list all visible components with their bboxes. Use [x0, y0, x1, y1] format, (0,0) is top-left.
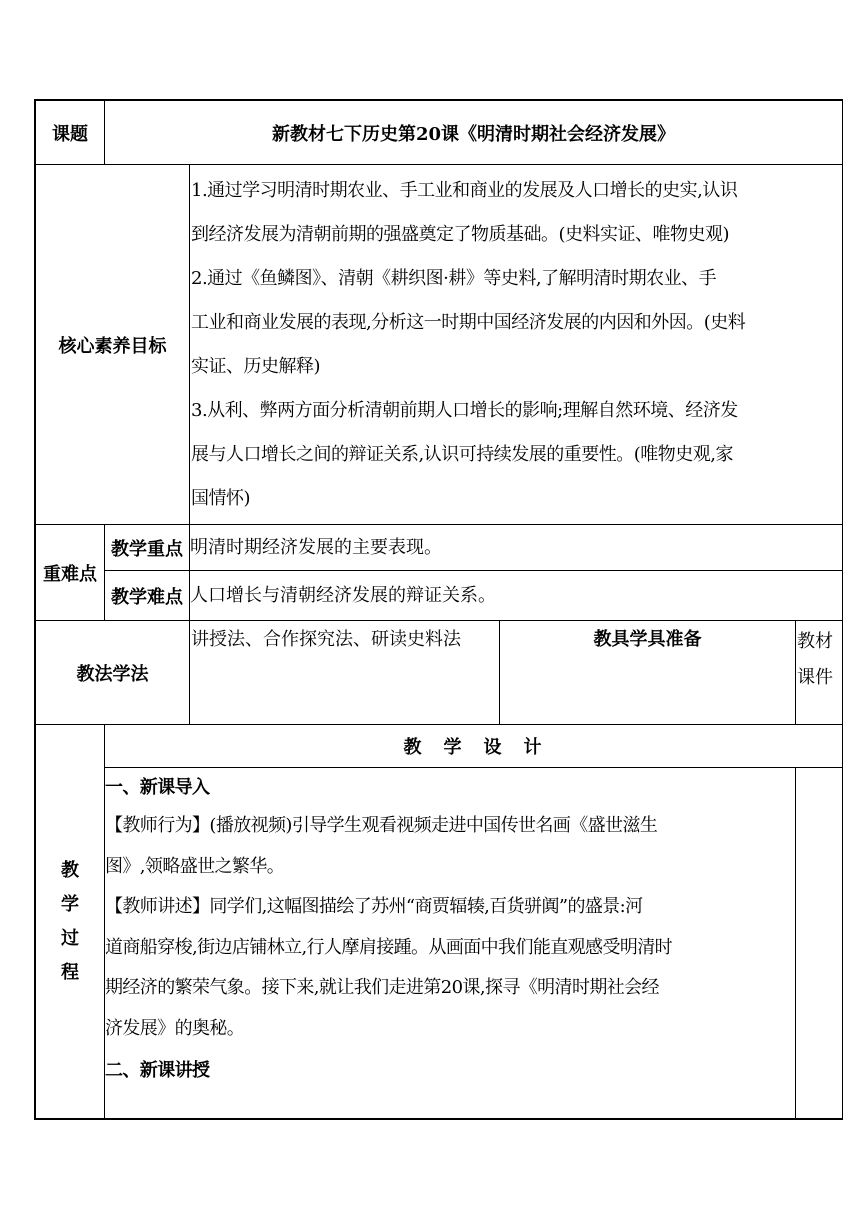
lesson-title: 新教材七下历史第20课《明清时期社会经济发展》: [271, 123, 676, 145]
title-label-cell: [36, 101, 104, 164]
design-heading-cell: [105, 725, 842, 767]
goal-line: 实证、历史解释): [191, 356, 321, 377]
title-value-cell: [105, 101, 842, 164]
tools-label: 教具学具准备: [593, 629, 702, 650]
focus-value: 明清时期经济发展的主要表现。: [190, 537, 442, 558]
methods-label-cell: [36, 621, 189, 724]
methods-label: 教法学法: [76, 663, 149, 685]
goal-line: 国情怀): [191, 488, 251, 509]
goal-line: 工业和商业发展的表现,分析这一时期中国经济发展的内因和外因。(史料: [191, 312, 746, 333]
process-label: [61, 854, 79, 990]
difficulty-label-cell: [105, 571, 189, 620]
process-label-char: 过: [61, 927, 79, 949]
process-line: 【教师讲述】同学们,这幅图描绘了苏州“商贾辐辏,百货骈阗”的盛景:河: [105, 896, 643, 917]
key-points-label-cell: [36, 525, 104, 620]
difficulty-value-cell: [190, 571, 842, 620]
process-label-char: 程: [61, 961, 79, 983]
tools-label-cell: [500, 624, 795, 664]
goal-line: 3.从利、弊两方面分析清朝前期人口增长的影响;理解自然环境、经济发: [191, 400, 738, 421]
divider-after-design-heading: [104, 767, 843, 768]
tools-value-line: 教材: [797, 631, 833, 652]
goal-line: 展与人口增长之间的辩证关系,认识可持续发展的重要性。(唯物史观,家: [191, 444, 733, 465]
core-goals-label: 核心素养目标: [58, 335, 167, 357]
process-line: 【教师行为】(播放视频)引导学生观看视频走进中国传世名画《盛世滋生: [105, 815, 658, 836]
focus-label-cell: [105, 525, 189, 570]
core-goals-label-cell: [36, 165, 189, 524]
methods-value-cell: [191, 624, 499, 722]
design-heading: 教 学 设 计: [403, 737, 544, 758]
col-divider-methods-1: [189, 620, 190, 724]
tools-value-cell: [797, 624, 842, 722]
section-heading-teaching: 二、新课讲授: [105, 1060, 210, 1081]
col-divider-process-right: [795, 767, 796, 1118]
process-label-char: 教: [61, 859, 79, 881]
difficulty-label: 教学难点: [111, 586, 183, 608]
focus-label: 教学重点: [111, 538, 183, 560]
process-line: 道商船穿梭,街边店铺林立,行人摩肩接踵。从画面中我们能直观感受明清时: [105, 936, 673, 958]
focus-value-cell: [190, 525, 842, 570]
table-border-right: [842, 99, 843, 1120]
process-line: 济发展》的奥秘。: [105, 1017, 245, 1039]
process-content: [105, 770, 795, 1116]
process-line: 期经济的繁荣气象。接下来,就让我们走进第20课,探寻《明清时期社会经: [105, 977, 659, 998]
table-border-bottom: [34, 1118, 843, 1120]
key-points-label: 重难点: [43, 563, 97, 585]
goal-line: 1.通过学习明清时期农业、手工业和商业的发展及人口增长的史实,认识: [191, 180, 738, 201]
col-divider-methods-3: [795, 620, 796, 724]
section-heading-intro: 一、新课导入: [105, 777, 210, 798]
goal-line: 2.通过《鱼鳞图》、清朝《耕织图·耕》等史料,了解明清时期农业、手: [191, 268, 717, 289]
difficulty-value: 人口增长与清朝经济发展的辩证关系。: [190, 585, 496, 606]
goal-line: 到经济发展为清朝前期的强盛奠定了物质基础。(史料实证、唯物史观): [191, 224, 730, 245]
process-label-char: 学: [61, 893, 79, 915]
col-divider-goals: [189, 164, 190, 524]
process-label-cell: [36, 725, 104, 1118]
core-goals-content: [191, 169, 842, 521]
title-label: 课题: [52, 123, 88, 145]
methods-value: 讲授法、合作探究法、研读史料法: [191, 629, 461, 650]
tools-value-line: 课件: [797, 667, 833, 688]
process-line: 图》,领略盛世之繁华。: [105, 855, 285, 877]
